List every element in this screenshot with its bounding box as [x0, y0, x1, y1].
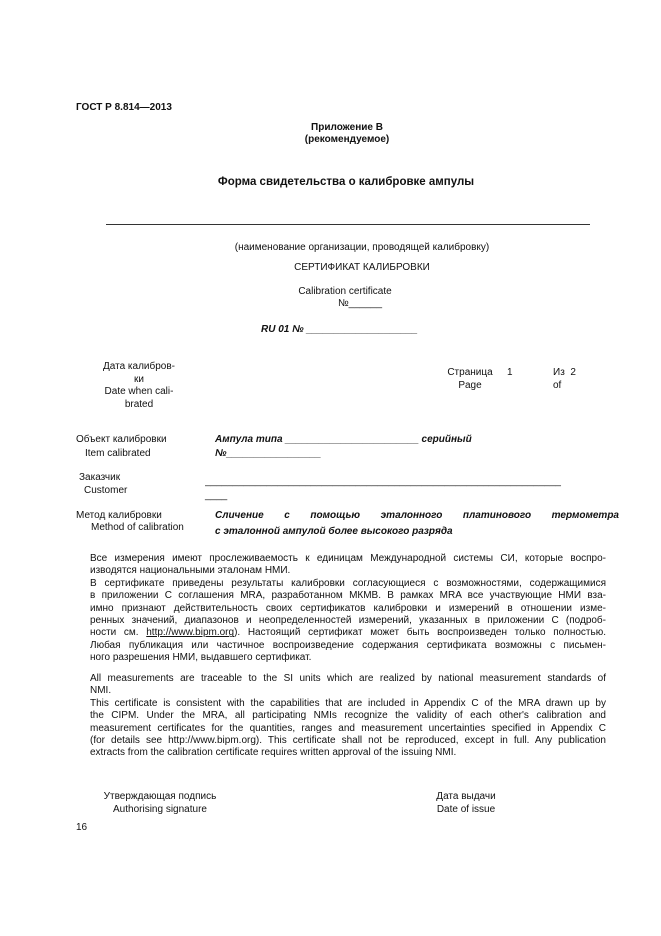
organization-line — [106, 224, 590, 225]
body-text-ru — [90, 553, 606, 665]
date-label-en-2: brated — [124, 398, 154, 410]
appendix-title: Приложение В — [311, 122, 383, 133]
customer-label-ru: Заказчик — [79, 472, 121, 483]
date-of-issue-label — [416, 790, 516, 816]
body-ru-line: ренных значений, диапазонов и неопределенностей измерений, указанных в приложении С (подроб- — [90, 615, 606, 627]
date-of-issue-ru: Дата выдачи — [436, 791, 496, 802]
of-value: 2 — [570, 367, 576, 378]
certificate-title-en: Calibration certificate — [298, 286, 392, 297]
body-ru-line: В сертификате приведены результаты калибровки согласующиеся с возможностями, содержащимися — [90, 577, 606, 589]
body-ru-line-with-link — [90, 627, 606, 639]
organization-caption: (наименование организации, проводящей калибровку) — [234, 242, 490, 253]
body-en-line: All measurements are traceable to the SI units which are realized by national measurement standards of — [90, 673, 606, 684]
certificate-ru-number: RU 01 № ____________________ — [261, 324, 418, 335]
form-title: Форма свидетельства о калибровке ампулы — [217, 176, 475, 188]
body-ru-line: имно признают действительность своих сертификатов калибровки и измерений в отношении изме- — [90, 602, 606, 614]
customer-label-en: Customer — [84, 485, 128, 496]
date-label-en-1: Date when cali- — [104, 386, 174, 397]
object-value-line-2: №_________________ — [215, 448, 322, 459]
of-label-ru: Из — [553, 367, 565, 378]
method-label-en: Method of calibration — [91, 522, 184, 533]
body-en-line: NMI. — [90, 685, 112, 697]
method-value-line-1: Сличение с помощью эталонного платинового термометра — [215, 510, 619, 521]
body-ru-line: в приложении С соглашения MRA, разработанном МКМВ. В рамках MRA все участвующие НМИ вза- — [90, 590, 606, 602]
object-value-line-1: Ампула типа ________________________ серийный — [215, 434, 472, 445]
page-label — [440, 367, 500, 392]
customer-value-line-1: ________________________________________________________________ — [205, 476, 561, 487]
page-label-en: Page — [458, 379, 482, 391]
date-calibrated-label — [94, 361, 184, 411]
bipm-link[interactable]: http://www.bipm.org — [146, 627, 235, 639]
object-label-ru: Объект калибровки — [76, 434, 167, 445]
of-label — [553, 367, 576, 392]
body-ru-text: ). Настоящий сертификат может быть воспроизведен только полностью. — [234, 627, 606, 639]
body-ru-line: изводятся национальными эталонам НМИ. — [90, 565, 291, 577]
date-label-ru-1: Дата калибров- — [103, 361, 175, 372]
signature-label-en: Authorising signature — [113, 804, 207, 815]
page-value: 1 — [507, 367, 513, 378]
body-en-line: This certificate is consistent with the capabilities that are included in Appendix C of the MRA drawn up by — [90, 697, 606, 709]
body-en-line: extracts from the calibration certificate requires written approval of the issuing NMI. — [90, 747, 457, 759]
page-label-ru: Страница — [447, 367, 493, 378]
body-en-line: measurement certificates for the quantities, ranges and measurement uncertainties specified in Appendix C — [90, 722, 606, 734]
object-label-en: Item calibrated — [85, 448, 151, 459]
body-ru-line: Любая публикация или частичное воспроизведение содержания сертификата возможны с письмен- — [90, 639, 606, 651]
certificate-number-line: №______ — [337, 298, 383, 309]
appendix-subtitle: (рекомендуемое) — [304, 134, 390, 145]
certificate-title-ru: СЕРТИФИКАТ КАЛИБРОВКИ — [294, 262, 430, 273]
signature-label-ru: Утверждающая подпись — [103, 791, 217, 802]
body-ru-line: Все измерения имеют прослеживаемость к единицам Международной системы СИ, которые воспро- — [90, 553, 606, 564]
method-value-line-2: с эталонной ампулой более высокого разряда — [215, 526, 453, 537]
date-label-ru-2: ки — [134, 373, 144, 385]
date-of-issue-en: Date of issue — [436, 804, 496, 815]
body-text-en — [90, 673, 606, 760]
customer-value-line-2: ____ — [205, 490, 228, 501]
body-ru-text: ности см. — [90, 627, 147, 639]
authorising-signature-label — [80, 790, 240, 816]
body-en-line: (for details see http://www.bipm.org). This certificate shall not be reproduced, except in full. Any publication — [90, 735, 606, 747]
body-en-line: the CIPM. Under the MRA, all participating NMIs recognize the validity of each other's calibration and — [90, 710, 606, 722]
page-number: 16 — [76, 822, 88, 833]
of-label-en: of — [553, 379, 562, 391]
method-label-ru: Метод калибровки — [76, 510, 162, 521]
body-ru-line: ного разрешения НМИ, выдавшего сертификат. — [90, 652, 312, 664]
document-code: ГОСТ Р 8.814—2013 — [76, 102, 172, 113]
